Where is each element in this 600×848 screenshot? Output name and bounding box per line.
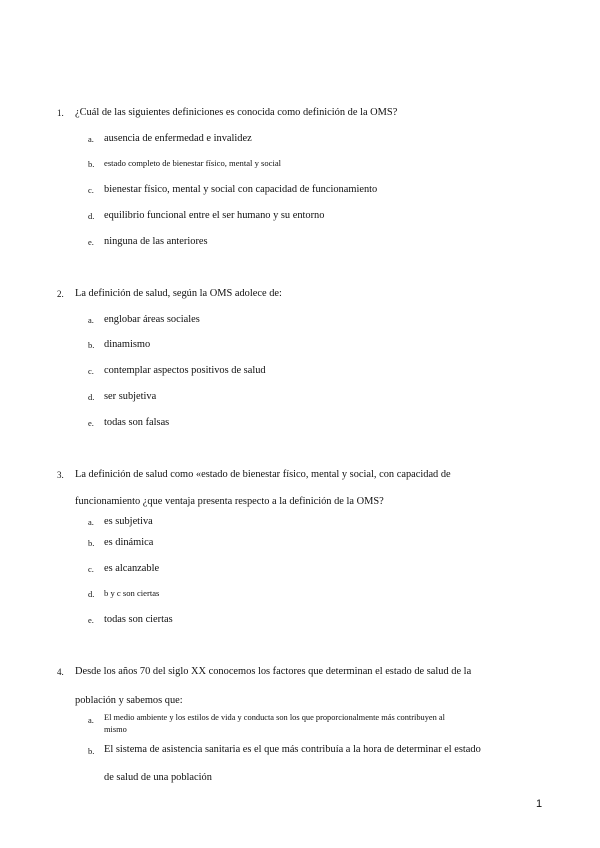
option-letter: c. [88,366,94,376]
option-text-line-1: El sistema de asistencia sanitaria es el que más contribuía a la hora de determinar el estado [104,744,481,755]
option-text: todas son falsas [104,417,170,428]
option-letter: c. [88,564,94,574]
option-text: dinamismo [104,339,151,350]
option-text-line-2: de salud de una población [104,772,212,783]
option-letter: d. [88,589,95,599]
option-letter: e. [88,615,94,625]
option-text: es subjetiva [104,516,153,527]
option-text: estado completo de bienestar físico, mental y social [104,158,282,168]
option-letter: e. [88,418,94,428]
option-text: ausencia de enfermedad e invalidez [104,133,252,144]
option-letter: d. [88,392,95,402]
question-text-line-2: población y sabemos que: [75,695,183,706]
option-text: ser subjetiva [104,391,157,402]
option-letter: c. [88,185,94,195]
option-letter: b. [88,340,95,350]
option-letter: b. [88,159,95,169]
option-letter: a. [88,517,94,527]
question-number: 2. [57,289,64,299]
option-text: b y c son ciertas [104,588,160,598]
option-text: es alcanzable [104,563,160,574]
option-text: contemplar aspectos positivos de salud [104,365,266,376]
page-number: 1 [536,798,543,810]
option-letter: b. [88,746,95,756]
option-letter: a. [88,315,94,325]
option-text-line-2: mismo [104,725,127,734]
question-text: ¿Cuál de las siguientes definiciones es conocida como definición de la OMS? [75,107,398,118]
option-text-line-1: El medio ambiente y los estilos de vida y conducta son los que proporcionalmente más contribuyen al [104,713,445,722]
question-text-line-1: La definición de salud como «estado de bienestar físico, mental y social, con capacidad de [75,469,451,480]
option-text: ninguna de las anteriores [104,236,208,247]
question-text-line-1: Desde los años 70 del siglo XX conocemos los factores que determinan el estado de salud de la [75,666,472,677]
option-text: todas son ciertas [104,614,173,625]
question-number: 3. [57,470,64,480]
option-text: englobar áreas sociales [104,314,200,325]
question-text: La definición de salud, según la OMS adolece de: [75,288,282,299]
option-text: es dinámica [104,537,154,548]
question-number: 4. [57,667,64,677]
option-letter: a. [88,715,94,725]
option-letter: b. [88,538,95,548]
question-number: 1. [57,108,64,118]
option-letter: d. [88,211,95,221]
question-text-line-2: funcionamiento ¿que ventaja presenta respecto a la definición de la OMS? [75,496,384,507]
option-text: equilibrio funcional entre el ser humano y su entorno [104,210,325,221]
option-letter: a. [88,134,94,144]
option-letter: e. [88,237,94,247]
option-text: bienestar físico, mental y social con capacidad de funcionamiento [104,184,378,195]
